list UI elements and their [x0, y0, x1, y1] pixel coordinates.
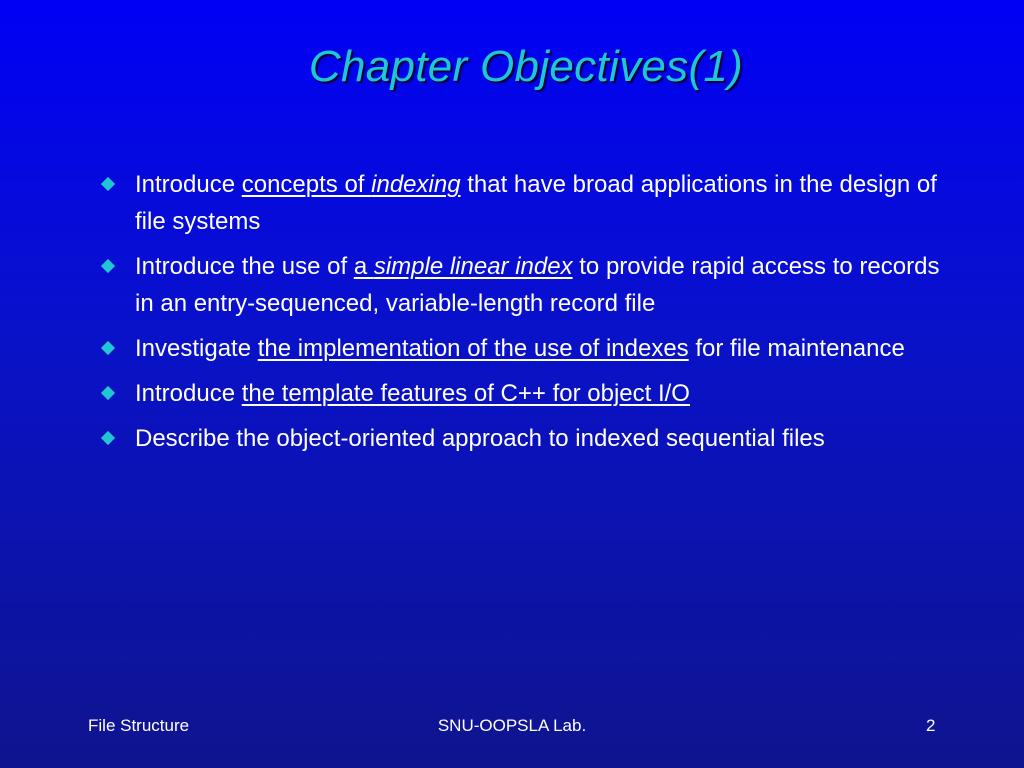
bullet-item	[100, 330, 950, 367]
bullet-text: Introduce concepts of indexing that have broad applications in the design of file systems	[135, 171, 937, 235]
footer-page-number: 2	[926, 716, 936, 735]
bullet-item	[100, 375, 950, 412]
bullet-text: Introduce the template features of C++ for object I/O	[135, 380, 690, 407]
diamond-bullet-icon	[101, 177, 115, 191]
diamond-bullet-icon	[101, 431, 115, 445]
bullet-item	[100, 420, 950, 457]
bullet-text: Describe the object-oriented approach to indexed sequential files	[135, 425, 825, 452]
bullet-item	[100, 166, 950, 240]
diamond-bullet-icon	[101, 386, 115, 400]
bullet-item	[100, 248, 950, 322]
diamond-bullet-icon	[101, 341, 115, 355]
footer-lab-name: SNU-OOPSLA Lab.	[437, 716, 587, 735]
footer-course-title: File Structure	[88, 716, 190, 735]
diamond-bullet-icon	[101, 259, 115, 273]
bullet-text: Introduce the use of a simple linear index to provide rapid access to records in an entry-sequenced, variable-length record file	[135, 253, 940, 317]
bullet-list	[100, 166, 950, 465]
slide-title: Chapter Objectives(1)	[308, 42, 744, 91]
bullet-text: Investigate the implementation of the use of indexes for file maintenance	[135, 335, 905, 362]
